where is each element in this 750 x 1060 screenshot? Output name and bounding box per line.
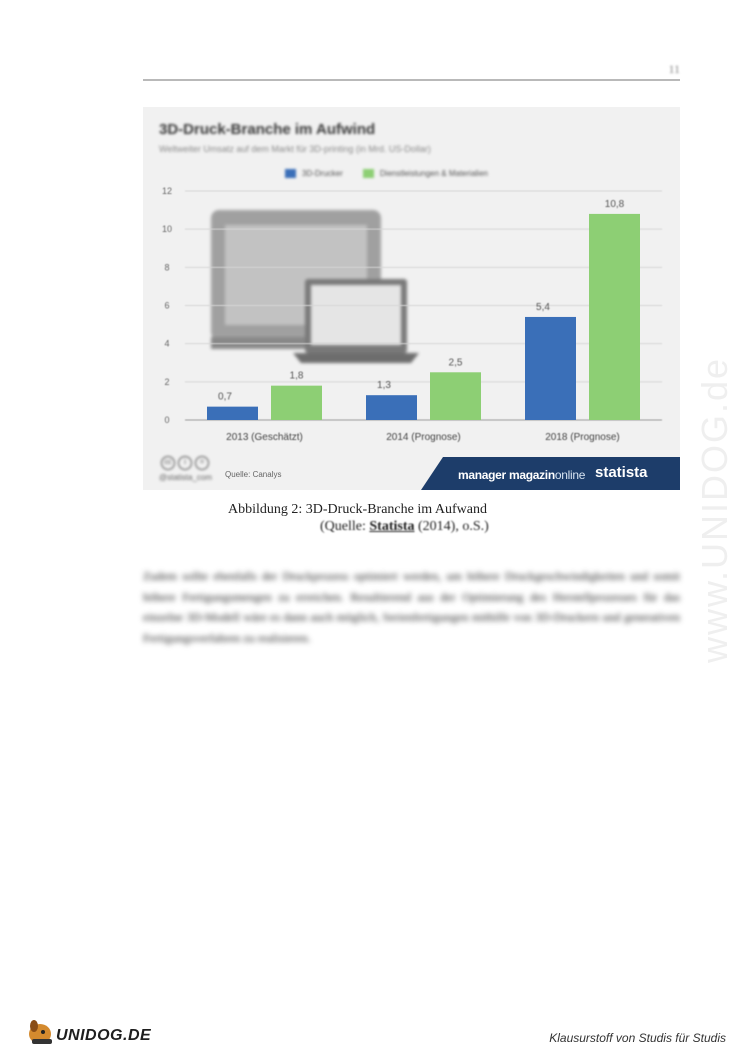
page-number: 11	[668, 62, 680, 76]
statista-logo: statista	[595, 464, 648, 481]
figure-source-line	[320, 519, 489, 535]
statista-handle: @statista_com	[159, 473, 213, 482]
footer-logo-text: UNIDOG.DE	[56, 1027, 152, 1044]
footer-tagline: Klausurstoff von Studis für Studis	[549, 1031, 726, 1045]
attribution-icon: i	[178, 456, 192, 470]
manager-magazin-logo	[458, 468, 585, 482]
data-label: 1,8	[289, 370, 304, 382]
online-text: online	[554, 468, 586, 482]
x-category-label: 2014 (Prognose)	[386, 432, 461, 443]
caption-source-link[interactable]: Statista	[369, 519, 415, 534]
creative-commons-icon: cc	[161, 456, 175, 470]
laptop-keyboard	[293, 353, 419, 363]
body-paragraph: Zudem sollte ebenfalls der Druckprozess optimiert werden, um höhere Druckgeschwindigkeiten und somit höhere Fertigungsmengen zu erreichen. Resultierend aus der Optimierung des Herstellprozesses für das einzelne 3D-Modell wäre es dann auch möglich, Serienfertigungen mithilfe von 3D-Druckern und generativen Fertigungsverfahren zu realisieren.	[143, 569, 680, 645]
printer-illustration	[211, 210, 419, 363]
legend-label-series2: Dienstleistungen & Materialien	[379, 169, 488, 178]
bar-chart	[143, 107, 680, 452]
chart-source: Quelle: Canalys	[225, 470, 282, 479]
caption-open: (Quelle:	[320, 519, 370, 534]
data-label: 5,4	[536, 301, 550, 313]
license-icons	[161, 456, 209, 470]
bar-series2	[430, 372, 481, 420]
y-tick-label: 6	[164, 300, 170, 311]
y-tick-label: 2	[164, 376, 170, 387]
bar-series1	[366, 395, 417, 420]
bar-series2	[271, 386, 322, 420]
bar-series2	[589, 214, 640, 420]
no-derivatives-icon: =	[195, 456, 209, 470]
y-tick-label: 8	[164, 262, 170, 273]
y-tick-label: 4	[164, 338, 170, 349]
caption-close: (2014), o.S.)	[414, 519, 489, 534]
watermark: www.UNIDOG.de	[694, 356, 735, 664]
bar-series1	[525, 317, 576, 420]
y-tick-label: 10	[161, 224, 173, 235]
data-label: 1,3	[377, 380, 391, 392]
header-rule	[143, 79, 680, 81]
infographic-subtitle: Weltweiter Umsatz auf dem Markt für 3D-printing (in Mrd. US-Dollar)	[159, 144, 431, 154]
laptop-screen	[311, 285, 401, 345]
y-tick-label: 12	[161, 186, 173, 196]
data-label: 10,8	[604, 198, 625, 210]
data-label: 2,5	[448, 357, 463, 369]
data-label: 0,7	[218, 391, 232, 403]
manager-magazin-text: manager magazin	[458, 468, 555, 482]
x-category-label: 2018 (Prognose)	[545, 432, 620, 443]
bar-series1	[207, 407, 258, 420]
x-category-label: 2013 (Geschätzt)	[226, 432, 303, 443]
legend-label-series1: 3D-Drucker	[302, 169, 343, 178]
infographic-image	[143, 107, 680, 490]
figure-caption: Abbildung 2: 3D-Druck-Branche im Aufwand	[228, 502, 487, 517]
infographic-title: 3D-Druck-Branche im Aufwind	[159, 121, 376, 138]
y-tick-label: 0	[164, 415, 170, 425]
